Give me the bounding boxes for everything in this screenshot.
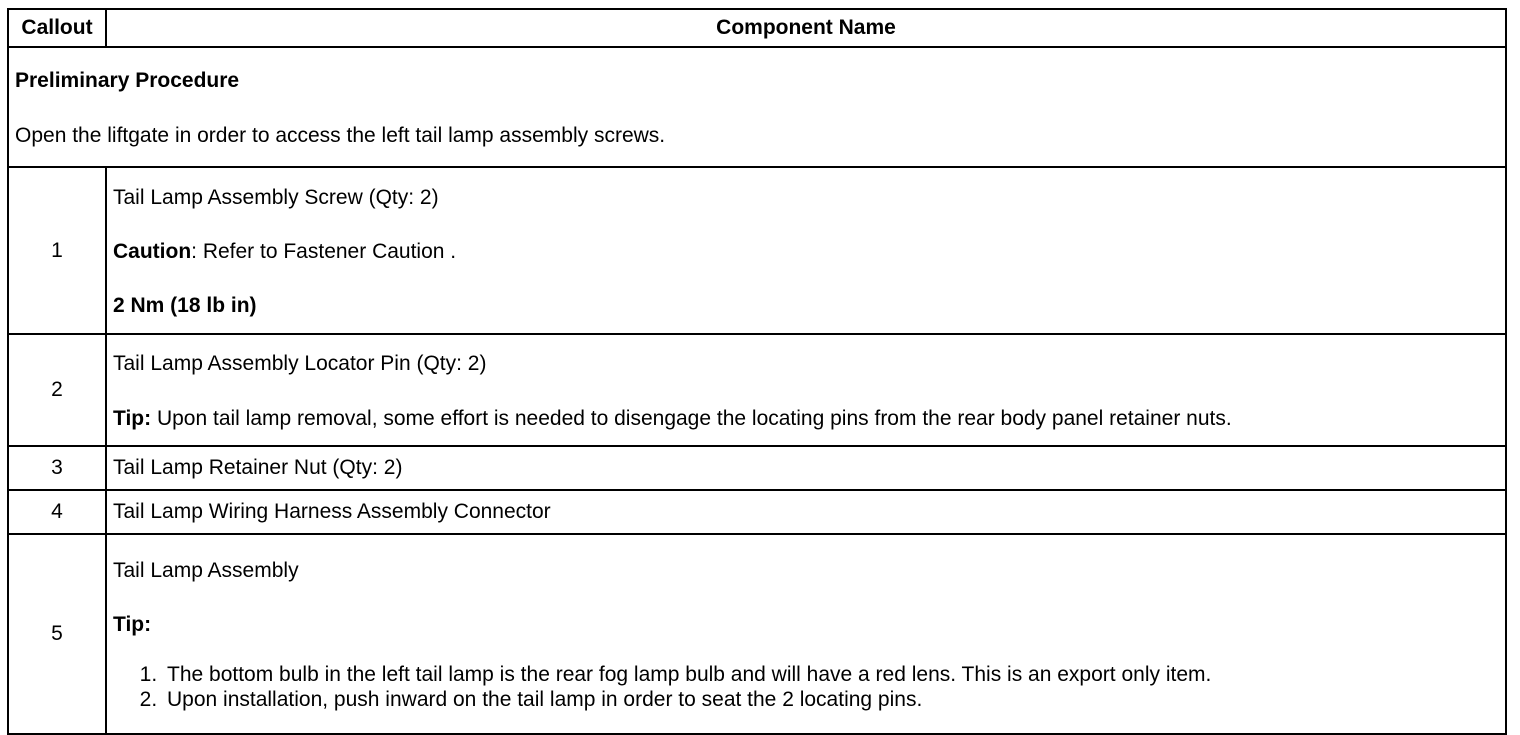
callout-number: 2	[8, 334, 106, 446]
callout-number: 5	[8, 534, 106, 734]
component-name: Tail Lamp Assembly Screw (Qty: 2)	[113, 185, 439, 209]
tip-note	[113, 406, 1499, 431]
table-row	[8, 446, 1506, 490]
tip-list	[113, 662, 1499, 712]
table-row	[8, 490, 1506, 534]
tip-text: Upon tail lamp removal, some effort is needed to disengage the locating pins from the rear body panel retainer nuts.	[151, 406, 1232, 430]
callout-number: 3	[8, 446, 106, 490]
callout-number: 4	[8, 490, 106, 534]
callout-column-header: Callout	[8, 9, 106, 47]
preliminary-procedure-row	[8, 47, 1506, 167]
torque-spec: 2 Nm (18 lb in)	[113, 294, 257, 318]
component-cell	[106, 334, 1506, 446]
component-table	[7, 8, 1507, 735]
component-name: Tail Lamp Retainer Nut (Qty: 2)	[106, 446, 1506, 490]
tip-list-item: 1. The bottom bulb in the left tail lamp is the rear fog lamp bulb and will have a red lens. This is an export only item.	[163, 662, 1499, 687]
preliminary-procedure-cell	[8, 47, 1506, 167]
component-cell	[106, 534, 1506, 734]
tip-list-item: 2. Upon installation, push inward on the tail lamp in order to seat the 2 locating pins.	[163, 687, 1499, 712]
table-header-row	[8, 9, 1506, 47]
preliminary-procedure-title: Preliminary Procedure	[15, 69, 240, 93]
table-row	[8, 534, 1506, 734]
caution-text: : Refer to Fastener Caution .	[191, 239, 457, 263]
table-row	[8, 167, 1506, 334]
tip-label: Tip:	[113, 613, 152, 637]
component-cell	[106, 167, 1506, 334]
component-name: Tail Lamp Assembly	[113, 559, 299, 583]
preliminary-procedure-text: Open the liftgate in order to access the left tail lamp assembly screws.	[15, 123, 666, 147]
component-name: Tail Lamp Wiring Harness Assembly Connector	[106, 490, 1506, 534]
caution-label: Caution	[113, 239, 192, 263]
table-row	[8, 334, 1506, 446]
tip-label: Tip:	[113, 406, 152, 430]
component-name-column-header: Component Name	[106, 9, 1506, 47]
callout-number: 1	[8, 167, 106, 334]
component-name: Tail Lamp Assembly Locator Pin (Qty: 2)	[113, 352, 487, 376]
caution-note	[113, 239, 1499, 264]
